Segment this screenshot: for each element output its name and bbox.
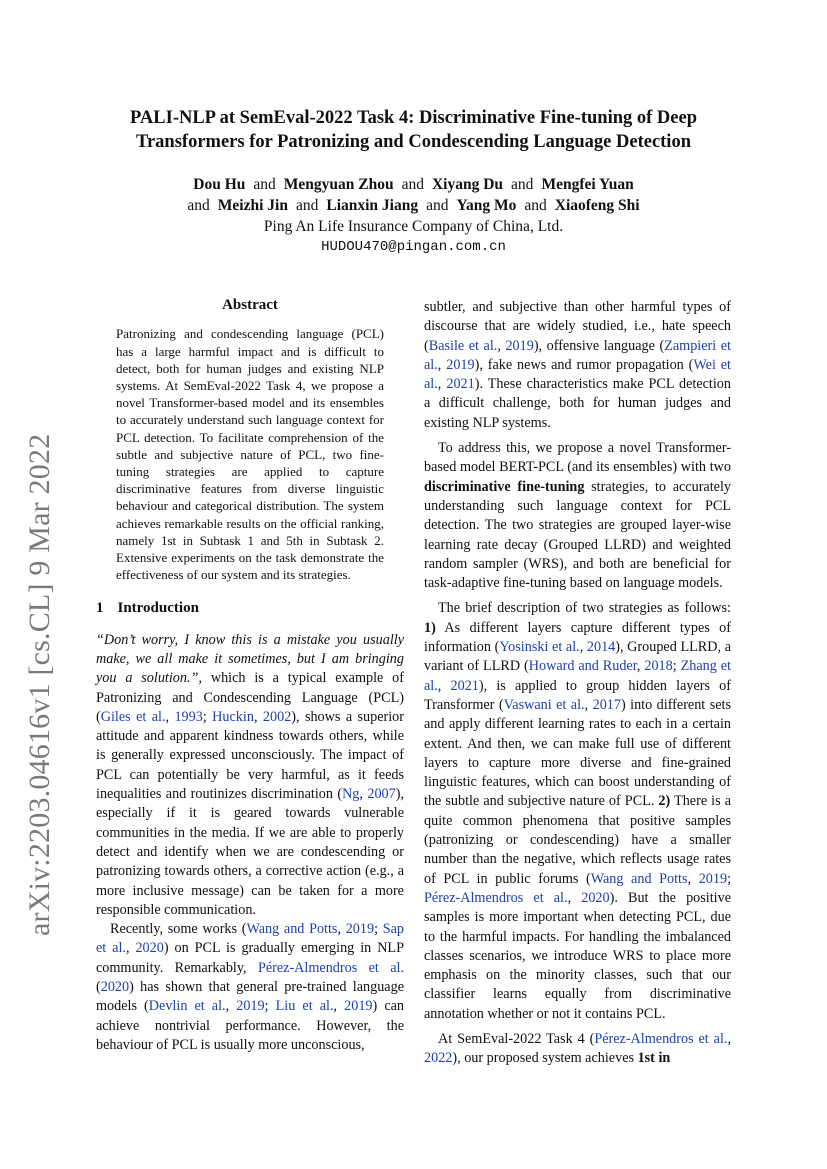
text-run: , which is a typical example of Patronizing and Condescending Language (PCL) ( (96, 670, 404, 725)
author-line-1 (60, 174, 767, 195)
text-run: strategies, to accurately understanding such language context for PCL detection. The two strategies are grouped layer-wise learning rate decay (Grouped LLRD) and weighted random sampler (WRS), and both are beneficial for task-adaptive fine-tuning based on language models. (424, 478, 731, 592)
citation-link[interactable]: Vaswani et al. (503, 696, 585, 713)
text-run: ) on PCL is gradually emerging in NLP community. Remarkably, (96, 940, 404, 976)
citation-link[interactable]: Wang and Potts (246, 921, 338, 938)
text-run: ), shows a superior attitude and apparent kindness towards others, while is generally expressed unconsciously. The impact of PCL can potentially be very harmful, as it feeds inequalities and routinizes discrimination ( (96, 708, 404, 803)
citation-link[interactable]: 2014 (586, 639, 616, 656)
bold-term: 1st in (637, 1050, 671, 1067)
section-title: Introduction (117, 600, 199, 617)
citation-link[interactable]: Pérez-Almendros et al. (594, 1030, 728, 1047)
author-line-2 (60, 195, 767, 216)
citation-link[interactable]: 2022 (424, 1050, 453, 1067)
and-separator: and (524, 197, 547, 214)
citation-link[interactable]: 2021 (446, 376, 475, 393)
text-run: ). But the positive samples is more important when detecting PCL, due to the harmful impacts. For handling the imbalanced classes scenarios, we introduce WRS to place more emphasis on the minority classes, such that our classifier learns equally from discriminative annotation whether or not it contains PCL. (424, 889, 732, 1022)
intro-paragraph-1: “Don’t worry, I know this is a mistake you usually make, we all make it sometimes, but I am bringing you a solution.”, which is a typical example of Patronizing and Condescending Language (PCL) (Giles et al., 1993; Huckin, 2002), shows a superior attitude and apparent kindness towards others, while is generally expressed unconsciously. The impact of PCL can potentially be very harmful, as it feeds inequalities and routinizes discrimination (Ng, 2007), especially if it is geared towards vulnerable communities in the media. If we are able to properly detect and identify when we are condescending or patronizing towards others, a corrective action (e.g., a more inclusive message) can be taken for a more responsible communication. (96, 631, 404, 918)
and-separator: and (401, 176, 424, 193)
text-run: Recently, some works ( (110, 921, 247, 938)
and-separator: and (187, 197, 210, 214)
citation-link[interactable]: 2020 (581, 889, 610, 906)
citation-link[interactable]: 2007 (367, 786, 396, 803)
author-name: Xiaofeng Shi (554, 197, 640, 214)
citation-link[interactable]: Wang and Potts (590, 870, 688, 887)
intro-paragraph-2: Recently, some works (Wang and Potts, 2019; Sap et al., 2020) on PCL is gradually emerging in NLP community. Remarkably, Pérez-Almendros et al. (2020) has shown that general pre-trained language models (Devlin et al., 2019; Liu et al., 2019) can achieve nontrivial performance. However, the behaviour of PCL is usually more unconscious, (96, 921, 405, 1053)
text-run: As different layers capture different types of information ( (424, 619, 731, 656)
citation-link[interactable]: Basile et al. (428, 337, 498, 354)
right-column (424, 298, 731, 1069)
citation-link[interactable]: Yosinski et al. (499, 639, 580, 656)
paper-title (60, 106, 767, 154)
title-line-1: PALI-NLP at SemEval-2022 Task 4: Discriminative Fine-tuning of Deep (130, 108, 697, 128)
author-block (60, 174, 767, 258)
author-name: Meizhi Jin (217, 197, 288, 214)
affiliation: Ping An Life Insurance Company of China, Ltd. (263, 218, 564, 235)
text-run: ), especially if it is geared towards vulnerable communities in the media. If we are able to properly detect and identify when we are condescending or patronizing towards others, a corrective action (e.g., a more inclusive message) can be taken for a more responsible communication. (96, 786, 404, 918)
list-marker: 2) (658, 793, 671, 810)
citation-link[interactable]: Pérez-Almendros et al. (257, 959, 404, 976)
citation-link[interactable]: 2020 (100, 978, 130, 995)
citation-link[interactable]: 2019 (698, 870, 728, 887)
text-run: ), Grouped LLRD, a variant of LLRD ( (424, 639, 731, 675)
citation-link[interactable]: Sap et al. (96, 921, 404, 957)
left-column (96, 296, 404, 1055)
bold-term: discriminative fine-tuning (424, 478, 585, 495)
text-run: ), offensive language ( (533, 337, 665, 354)
section-number: 1 (96, 600, 104, 617)
author-name: Lianxin Jiang (326, 197, 419, 214)
text-run: subtler, and subjective than other harmful types of discourse that are widely studied, i.e., hate speech ( (424, 299, 731, 354)
citation-link[interactable]: Zhang et al. (424, 658, 731, 694)
citation-link[interactable]: Liu et al. (275, 998, 334, 1015)
intro-paragraph-3: subtler, and subjective than other harmful types of discourse that are widely studied, i.e., hate speech (Basile et al., 2019), offensive language (Zampieri et al., 2019), fake news and rumor propagation (Wei et al., 2021). These characteristics make PCL detection a difficult challenge, both for human judges and existing NLP systems. (424, 299, 732, 431)
citation-link[interactable]: Pérez-Almendros et al. (424, 889, 568, 906)
text-run: ) can achieve nontrivial performance. However, the behaviour of PCL is usually more unconscious, (96, 998, 405, 1053)
text-run: ), fake news and rumor propagation ( (474, 356, 694, 373)
author-name: Mengfei Yuan (541, 176, 634, 193)
arxiv-stamp (8, 376, 72, 936)
and-separator: and (426, 197, 449, 214)
and-separator: and (295, 197, 319, 214)
citation-link[interactable]: 2019 (505, 337, 534, 354)
abstract-heading: Abstract (222, 297, 278, 313)
text-run: ) into different sets and apply different learning rates to each in a certain extent. And then, we can make full use of different layers to capture more diverse and fine-grained linguistic features, which can boost understanding of the subtle and subjective nature of PCL. (424, 696, 731, 810)
intro-paragraph-5: The brief description of two strategies as follows: 1) As different layers capture different types of information (Yosinski et al., 2014), Grouped LLRD, a variant of LLRD (Howard and Ruder, 2018; Zhang et al., 2021), is applied to group hidden layers of Transformer (Vaswani et al., 2017) into different sets and apply different learning rates to each in a certain extent. And then, we can make full use of different layers to capture more diverse and fine-grained linguistic features, which can boost understanding of the subtle and subjective nature of PCL. 2) There is a quite common phenomena that positive samples (patronizing or condescending) have a smaller number than the negative, which reflects usage rates of PCL in public forums (Wang and Potts, 2019; Pérez-Almendros et al., 2020). But the positive samples is more important when detecting PCL, due to the harmful impacts. For handling the imbalanced classes scenarios, we introduce WRS to place more emphasis on the minority classes, such that our classifier learns equally from discriminative annotation whether or not it contains PCL. (424, 600, 732, 1022)
text-run: To address this, we propose a novel Transformer-based model BERT-PCL (and its ensembles) with two (424, 440, 731, 476)
text-run: There is a quite common phenomena that positive samples (patronizing or condescending) have a smaller number than the negative, which reflects usage rates of PCL in public forums ( (424, 793, 731, 887)
citation-link[interactable]: 2019 (344, 998, 373, 1015)
text-run: The brief description of two strategies as follows: (438, 600, 731, 617)
text-run: ), is applied to group hidden layers of Transformer ( (424, 677, 732, 713)
and-separator: and (253, 176, 276, 193)
citation-link[interactable]: Howard and Ruder (528, 658, 637, 675)
text-run: ). These characteristics make PCL detection a difficult challenge, both for human judges and existing NLP systems. (424, 376, 731, 431)
author-name: Xiyang Du (431, 176, 504, 193)
intro-quote: “Don’t worry, I know this is a mistake you usually make, we all make it sometimes, but I am bringing you a solution.” (96, 631, 404, 687)
citation-link[interactable]: 2017 (592, 696, 621, 713)
intro-paragraph-4 (424, 439, 731, 593)
citation-link[interactable]: 2018 (644, 658, 673, 675)
citation-link[interactable]: Devlin et al. (148, 998, 226, 1015)
author-name: Yang Mo (456, 197, 517, 214)
citation-link[interactable]: 2019 (236, 998, 265, 1015)
section-heading-introduction (96, 599, 404, 618)
and-separator: and (511, 176, 534, 193)
list-marker: 1) (424, 619, 436, 636)
citation-link[interactable]: 2019 (345, 921, 375, 938)
citation-link[interactable]: Ng (342, 786, 360, 803)
citation-link[interactable]: Zampieri et al. (424, 337, 731, 373)
author-name: Mengyuan Zhou (283, 176, 394, 193)
text-run: ), our proposed system achieves (452, 1050, 638, 1067)
citation-link[interactable]: Wei et al. (424, 356, 732, 393)
arxiv-stamp-text: arXiv:2203.04616v1 [cs.CL] 9 Mar 2022 (23, 433, 56, 936)
citation-link[interactable]: 2002 (262, 708, 292, 725)
citation-link[interactable]: Huckin (212, 708, 254, 725)
citation-link[interactable]: 2021 (450, 677, 479, 694)
citation-link[interactable]: Giles et al. (100, 708, 166, 725)
author-email: HUDOU470@pingan.com.cn (321, 239, 506, 255)
text-run: At SemEval-2022 Task 4 ( (438, 1030, 595, 1047)
abstract-text: Patronizing and condescending language (PCL) has a large harmful impact and is difficult to detect, both for human judges and existing NLP systems. At SemEval-2022 Task 4, we propose a novel Transformer-based model and its ensembles to accurately understand such language context for PCL detection. To facilitate comprehension of the subtle and subjective nature of PCL, two fine-tuning strategies are applied to capture discriminative features from diverse linguistic behaviour and categorical distribution. The system achieves remarkable results on the official ranking, namely 1st in Subtask 1 and 5th in Subtask 2. Extensive experiments on the task demonstrate the effectiveness of our system and its strategies. (116, 326, 384, 583)
citation-link[interactable]: 2020 (135, 940, 164, 957)
title-line-2: Transformers for Patronizing and Condescending Language Detection (136, 132, 691, 152)
author-name: Dou Hu (193, 176, 246, 193)
citation-link[interactable]: 1993 (174, 708, 203, 725)
text-run: ) has shown that general pre-trained language models ( (96, 978, 404, 1015)
intro-paragraph-6: At SemEval-2022 Task 4 (Pérez-Almendros et al., 2022), our proposed system achieves 1st in (424, 1030, 731, 1067)
citation-link[interactable]: 2019 (446, 356, 475, 373)
